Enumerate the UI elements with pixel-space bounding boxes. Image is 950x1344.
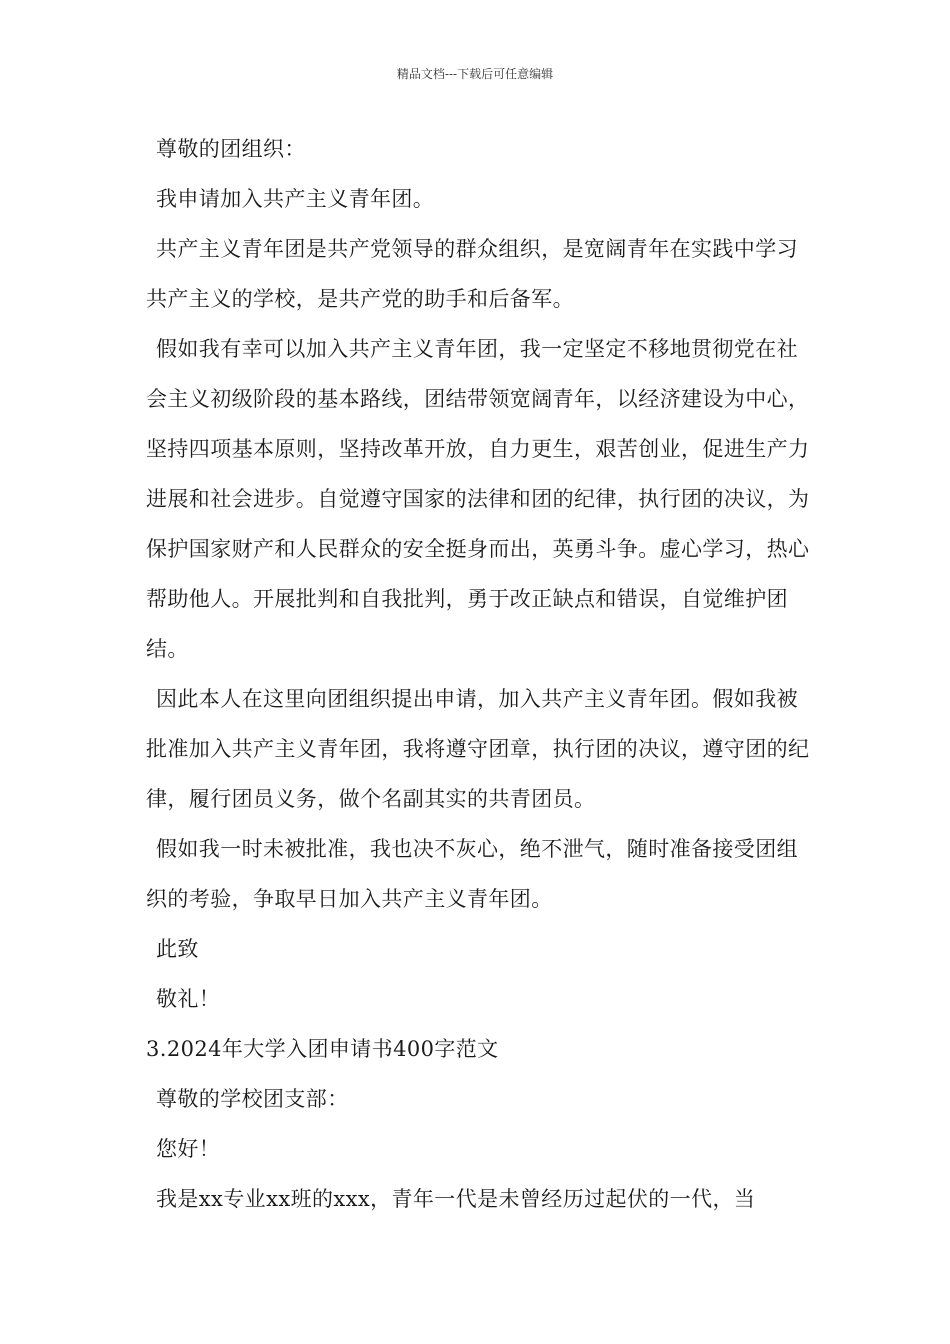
salutation: 尊敬的团组织：: [156, 137, 306, 161]
paragraph: 假如我一时未被批准，我也决不灰心，绝不泄气，随时准备接受团组织的考验，争取早日加入共产主义青年团。: [146, 837, 798, 911]
closing-line: 敬礼！: [156, 987, 221, 1011]
salutation: 尊敬的学校团支部：: [156, 1087, 349, 1111]
paragraph: 我是xx专业xx班的xxx，青年一代是未曾经历过起伏的一代，当: [156, 1187, 756, 1211]
paragraph: 假如我有幸可以加入共产主义青年团，我一定坚定不移地贯彻党在社会主义初级阶段的基本路线，团结带领宽阔青年，以经济建设为中心，坚持四项基本原则，坚持改革开放，自力更生，艰苦创业，促进生产力进展和社会进步。自觉遵守国家的法律和团的纪律，执行团的决议，为保护国家财产和人民群众的安全挺身而出，英勇斗争。虚心学习，热心帮助他人。开展批判和自我批判，勇于改正缺点和错误，自觉维护团结。: [146, 337, 810, 661]
section-heading: 3.2024年大学入团申请书400字范文: [146, 1037, 499, 1061]
paragraph: 因此本人在这里向团组织提出申请，加入共产主义青年团。假如我被批准加入共产主义青年团，我将遵守团章，执行团的决议，遵守团的纪律，履行团员义务，做个名副其实的共青团员。: [146, 687, 810, 811]
paragraph: 我申请加入共产主义青年团。: [156, 187, 435, 211]
closing-line: 此致: [156, 937, 199, 961]
paragraph: 共产主义青年团是共产党领导的群众组织，是宽阔青年在实践中学习共产主义的学校，是共产党的助手和后备军。: [146, 237, 798, 311]
page-header: 精品文档---下载后可任意编辑: [396, 67, 554, 81]
document-body: [146, 124, 810, 1224]
greeting: 您好！: [156, 1137, 221, 1161]
